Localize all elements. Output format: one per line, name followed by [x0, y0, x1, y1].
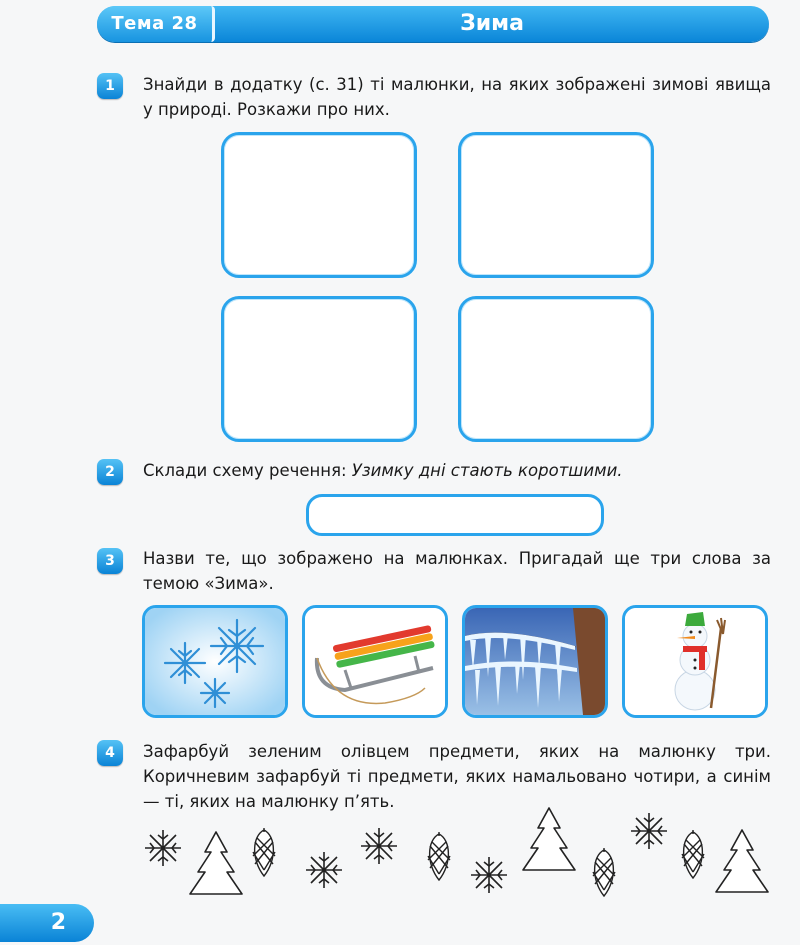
task-2-instruction: Склади схему речення: [143, 461, 352, 480]
sled-picture [302, 605, 448, 718]
pine-cone-icon[interactable] [424, 830, 454, 884]
picture-frame-4[interactable] [458, 296, 654, 442]
fir-tree-icon[interactable] [520, 806, 578, 874]
picture-frame-2[interactable] [458, 132, 654, 278]
snowman-picture [622, 605, 768, 718]
pine-cone-icon[interactable] [589, 846, 619, 900]
task-number-2: 2 [97, 459, 123, 485]
task-number-1: 1 [97, 73, 123, 99]
task-2-sentence: Узимку дні стають коротшими. [351, 461, 623, 480]
icicles-picture [462, 605, 608, 718]
fir-tree-icon[interactable] [713, 828, 771, 896]
task-4-text: Зафарбуй зеленим олівцем предмети, яких на малюнку три. Коричневим зафарбуй ті предмети, яких намальовано чотири, а синім — ті, яких на малюнку п’ять. [143, 742, 771, 811]
sentence-scheme-box[interactable] [306, 494, 604, 536]
task-3-text: Назви те, що зображено на малюнках. Пригадай ще три слова за темою «Зима». [143, 549, 771, 593]
page-number: 2 [0, 904, 94, 942]
pine-cone-icon[interactable] [678, 828, 708, 882]
snowflake-icon[interactable] [302, 848, 346, 892]
fir-tree-icon[interactable] [187, 830, 245, 898]
picture-frame-1[interactable] [221, 132, 417, 278]
page-title: Зима [460, 11, 524, 36]
picture-frame-3[interactable] [221, 296, 417, 442]
snowflakes-picture [142, 605, 288, 718]
task-number-4: 4 [97, 740, 123, 766]
snowflake-icon[interactable] [141, 826, 185, 870]
snowflake-icon[interactable] [467, 853, 511, 897]
task-2-text [143, 458, 771, 483]
task-1-text: Знайди в додатку (с. 31) ті малюнки, на яких зображені зимові явища у природі. Розкажи про них. [143, 75, 771, 119]
task-number-3: 3 [97, 548, 123, 574]
pine-cone-icon[interactable] [249, 826, 279, 880]
snowflake-icon[interactable] [627, 809, 671, 853]
topic-label: Тема 28 [97, 6, 215, 42]
snowflake-icon[interactable] [357, 824, 401, 868]
